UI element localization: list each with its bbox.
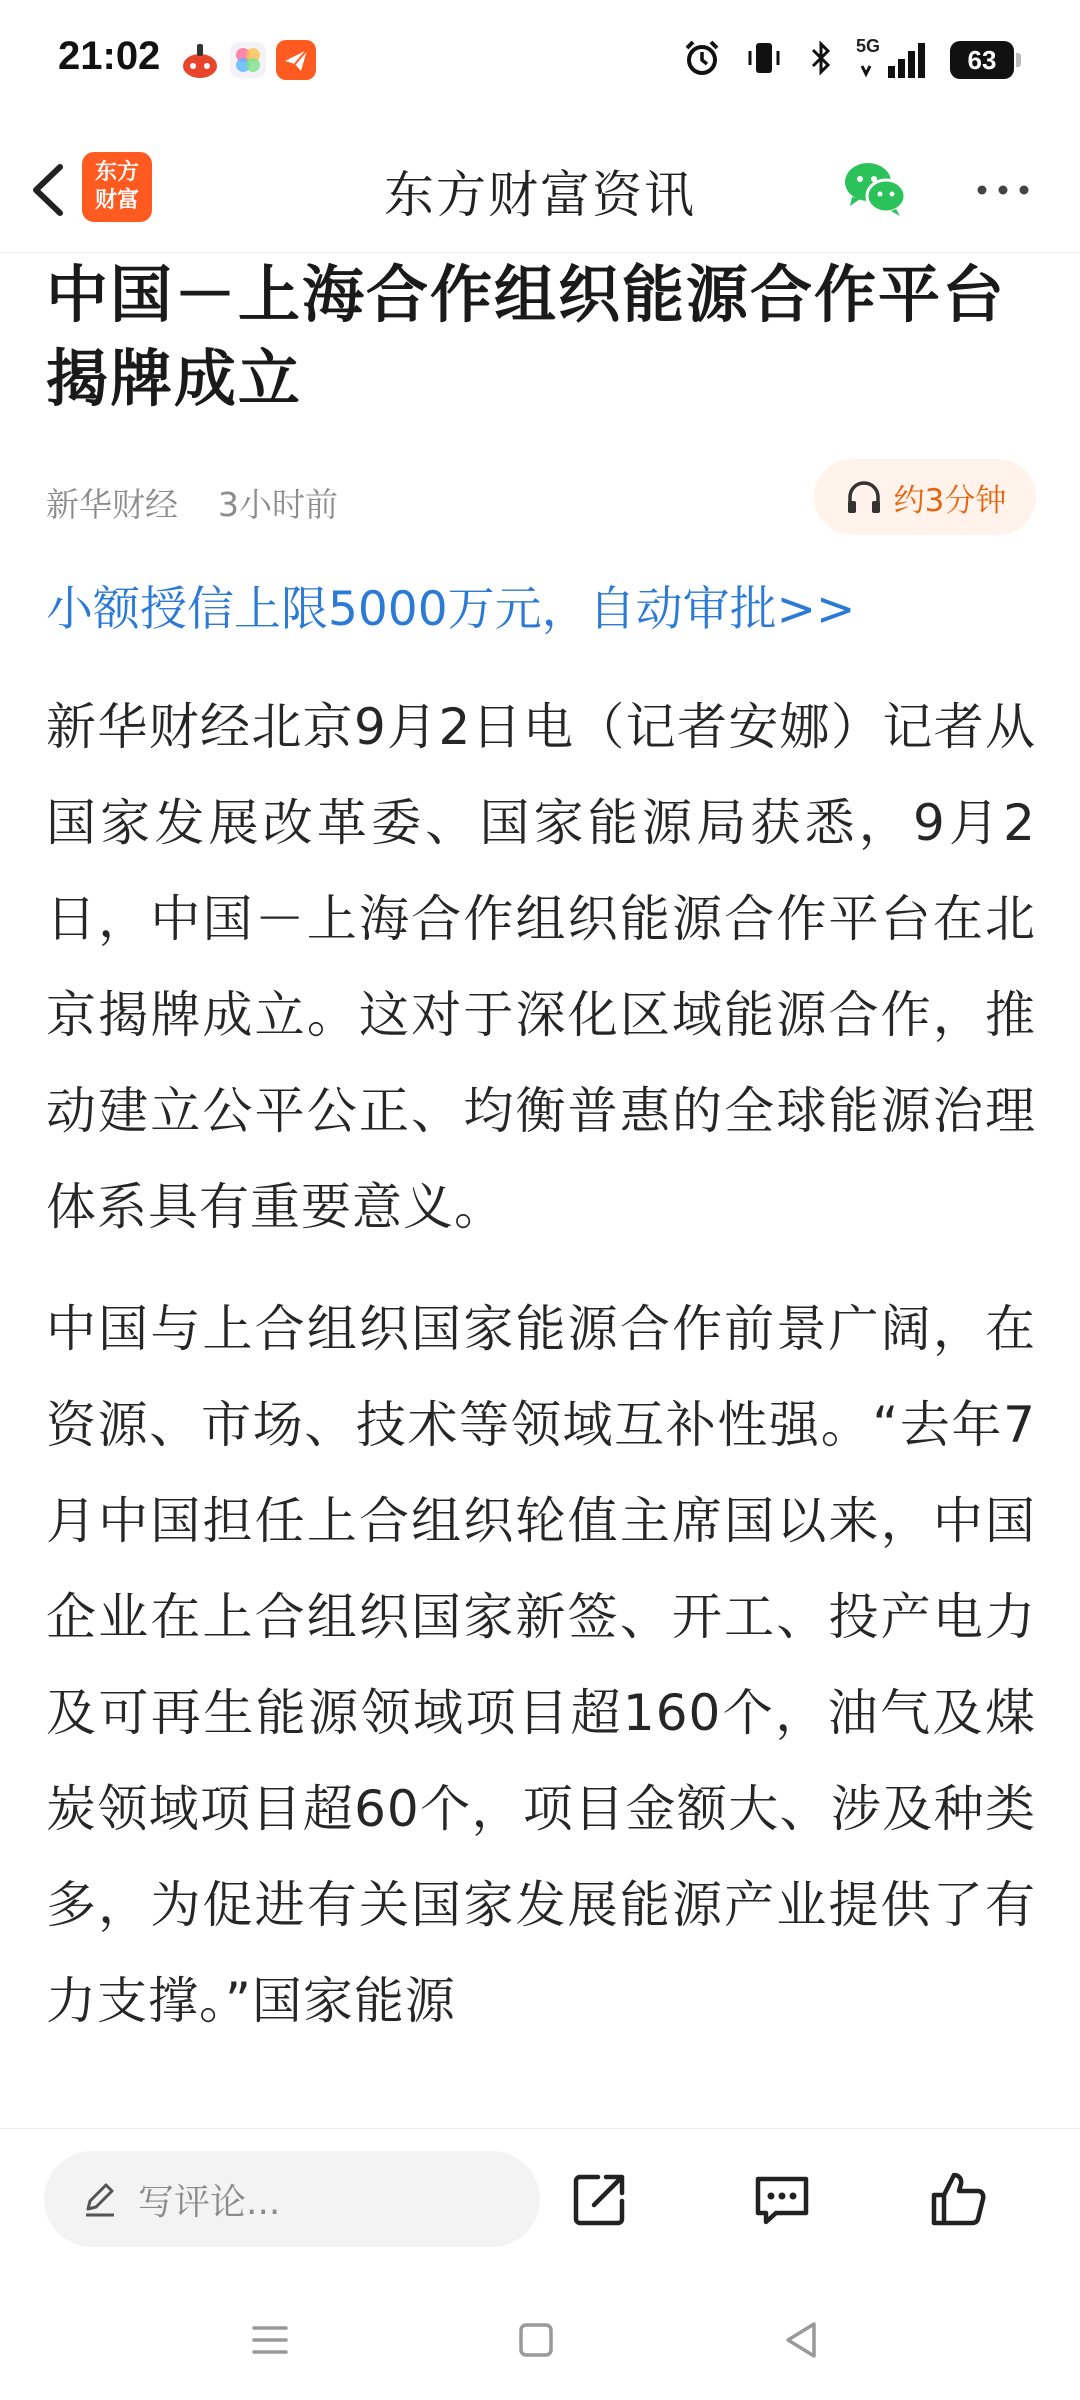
logo-line-2: 财富 bbox=[94, 188, 139, 213]
network-type-label: 5G bbox=[856, 36, 881, 56]
home-button[interactable] bbox=[496, 2308, 576, 2372]
signal-icon bbox=[856, 36, 928, 80]
wechat-icon bbox=[842, 159, 908, 219]
share-button[interactable] bbox=[560, 2159, 640, 2239]
header-title: 东方财富资讯 bbox=[384, 166, 696, 224]
comments-button[interactable] bbox=[742, 2159, 822, 2239]
comment-input[interactable] bbox=[44, 2151, 540, 2247]
menu-icon bbox=[246, 2316, 294, 2364]
wechat-share-button[interactable] bbox=[842, 159, 908, 219]
article-meta bbox=[46, 459, 1036, 539]
more-options-button[interactable] bbox=[970, 165, 1036, 215]
comment-bubble-icon bbox=[750, 2167, 814, 2231]
battery-indicator: 63 bbox=[950, 41, 1014, 79]
photos-app-icon bbox=[228, 40, 268, 80]
vibrate-icon bbox=[744, 38, 784, 82]
more-dots-icon bbox=[970, 165, 1036, 215]
game-app-icon bbox=[180, 40, 220, 80]
logo-line-1: 东方 bbox=[94, 160, 139, 185]
bottom-action-bar bbox=[0, 2128, 1080, 2278]
share-icon bbox=[568, 2167, 632, 2231]
system-navigation-bar bbox=[0, 2278, 1080, 2400]
app-header bbox=[0, 125, 1080, 253]
triangle-back-icon bbox=[778, 2316, 826, 2364]
promo-link[interactable]: 小额授信上限5000万元，自动审批>> bbox=[46, 582, 856, 637]
pencil-icon bbox=[80, 2179, 120, 2219]
comment-placeholder: 写评论... bbox=[138, 2181, 281, 2223]
article-time: 3小时前 bbox=[218, 485, 338, 524]
status-bar bbox=[0, 0, 1080, 125]
alarm-icon bbox=[682, 38, 722, 82]
square-icon bbox=[512, 2316, 560, 2364]
article-paragraph-2: 中国与上合组织国家能源合作前景广阔，在资源、市场、技术等领域互补性强。“去年7月中国担任上合组织轮值主席国以来，中国企业在上合组织国家新签、开工、投产电力及可再生能源领域项目超160个，油气及煤炭领域项目超60个，项目金额大、涉及种类多，为促进有关国家发展能源产业提供了有力支撑。”国家能源 bbox=[46, 1300, 1036, 2030]
bluetooth-icon bbox=[806, 38, 836, 82]
listen-audio-button[interactable] bbox=[814, 459, 1036, 535]
thumbs-up-icon bbox=[926, 2167, 990, 2231]
headphones-icon bbox=[844, 477, 884, 517]
status-time: 21:02 bbox=[58, 34, 161, 78]
nav-back-button[interactable] bbox=[762, 2308, 842, 2372]
paper-plane-app-icon bbox=[276, 40, 316, 80]
like-button[interactable] bbox=[918, 2159, 998, 2239]
recent-apps-button[interactable] bbox=[230, 2308, 310, 2372]
status-icons bbox=[682, 36, 1014, 84]
article-title: 中国－上海合作组织能源合作平台揭牌成立 bbox=[46, 258, 1007, 415]
article-source: 新华财经 bbox=[46, 485, 178, 524]
listen-duration-label: 约3分钟 bbox=[893, 482, 1007, 519]
article-body bbox=[46, 253, 1036, 2049]
article-paragraph-1: 新华财经北京9月2日电（记者安娜）记者从国家发展改革委、国家能源局获悉，9月2日，中国－上海合作组织能源合作平台在北京揭牌成立。这对于深化区域能源合作，推动建立公平公正、均衡普惠的全球能源治理体系具有重要意义。 bbox=[46, 698, 1036, 1236]
